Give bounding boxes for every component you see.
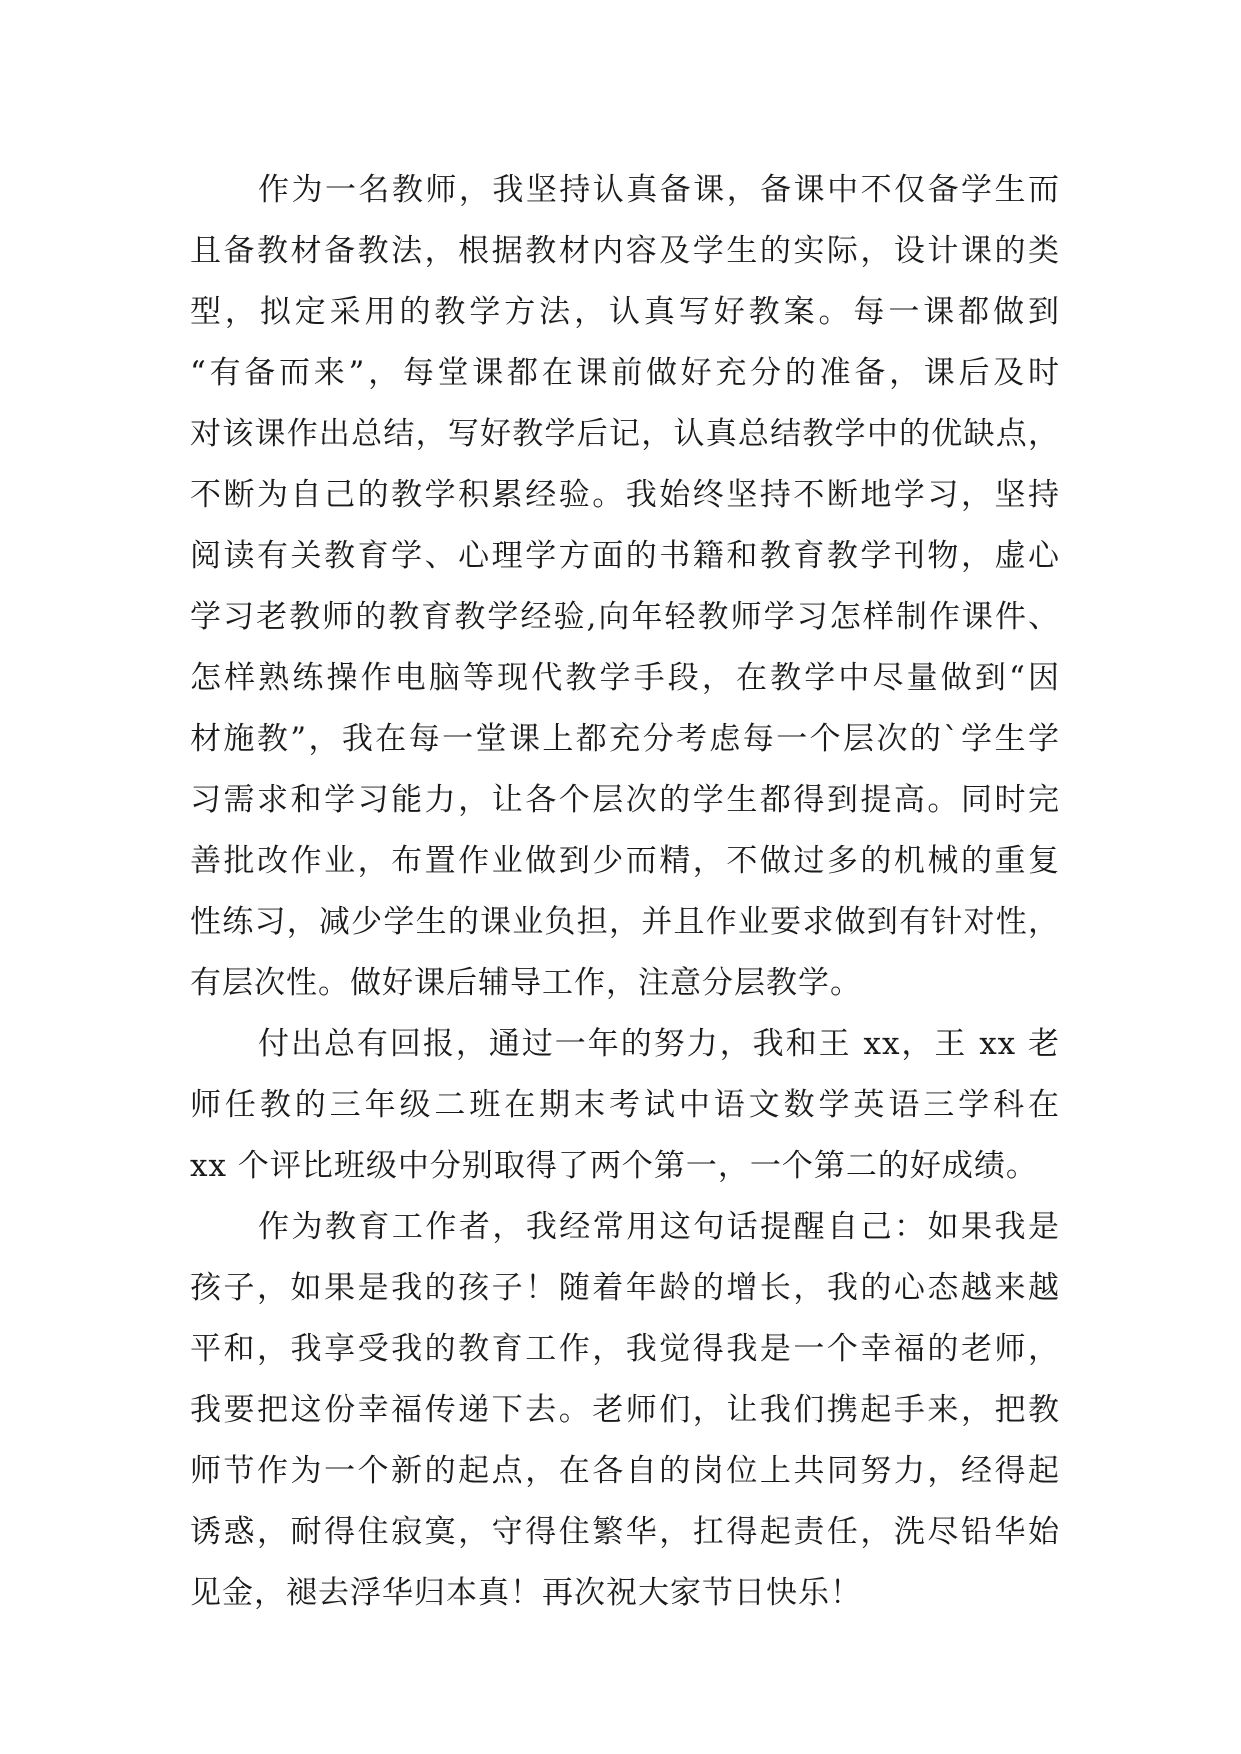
text-line: 孩子，如果是我的孩子！随着年龄的增长，我的心态越来越: [190, 1270, 1060, 1306]
paragraph-1: [190, 160, 1060, 1014]
document-body: [190, 160, 1060, 1624]
paragraph-3: [190, 1197, 1060, 1624]
text-line: 平和，我享受我的教育工作，我觉得我是一个幸福的老师，: [190, 1331, 1060, 1367]
text-line: 怎样熟练操作电脑等现代教学手段，在教学中尽量做到“因: [190, 660, 1060, 696]
text-line: 不断为自己的教学积累经验。我始终坚持不断地学习，坚持: [190, 477, 1060, 513]
text-line: 作为一名教师，我坚持认真备课，备课中不仅备学生而: [258, 172, 1060, 208]
text-line: 诱惑，耐得住寂寞，守得住繁华，扛得起责任，洗尽铅华始: [190, 1514, 1060, 1550]
paragraph-2: [190, 1014, 1060, 1197]
text-line: xx 个评比班级中分别取得了两个第一，一个第二的好成绩。: [190, 1148, 1038, 1184]
text-line: 见金，褪去浮华归本真！再次祝大家节日快乐！: [190, 1575, 862, 1611]
text-line: 性练习，减少学生的课业负担，并且作业要求做到有针对性，: [190, 904, 1060, 940]
text-line: 有层次性。做好课后辅导工作，注意分层教学。: [190, 965, 862, 1001]
text-line: 善批改作业，布置作业做到少而精，不做过多的机械的重复: [190, 843, 1060, 879]
text-line: 师任教的三年级二班在期末考试中语文数学英语三学科在: [190, 1087, 1060, 1123]
text-line: 习需求和学习能力，让各个层次的学生都得到提高。同时完: [190, 782, 1060, 818]
text-line: 且备教材备教法，根据教材内容及学生的实际，设计课的类: [190, 233, 1060, 269]
text-line: 我要把这份幸福传递下去。老师们，让我们携起手来，把教: [190, 1392, 1060, 1428]
text-line: 学习老教师的教育教学经验,向年轻教师学习怎样制作课件、: [190, 599, 1060, 635]
text-line: “有备而来”，每堂课都在课前做好充分的准备，课后及时: [190, 355, 1060, 391]
text-line: 型，拟定采用的教学方法，认真写好教案。每一课都做到: [190, 294, 1060, 330]
text-line: 材施教”，我在每一堂课上都充分考虑每一个层次的`学生学: [190, 721, 1060, 757]
text-line: 付出总有回报，通过一年的努力，我和王 xx，王 xx 老: [258, 1026, 1060, 1062]
text-line: 对该课作出总结，写好教学后记，认真总结教学中的优缺点，: [190, 416, 1060, 452]
text-line: 作为教育工作者，我经常用这句话提醒自己：如果我是: [258, 1209, 1060, 1245]
text-line: 师节作为一个新的起点，在各自的岗位上共同努力，经得起: [190, 1453, 1060, 1489]
text-line: 阅读有关教育学、心理学方面的书籍和教育教学刊物，虚心: [190, 538, 1060, 574]
